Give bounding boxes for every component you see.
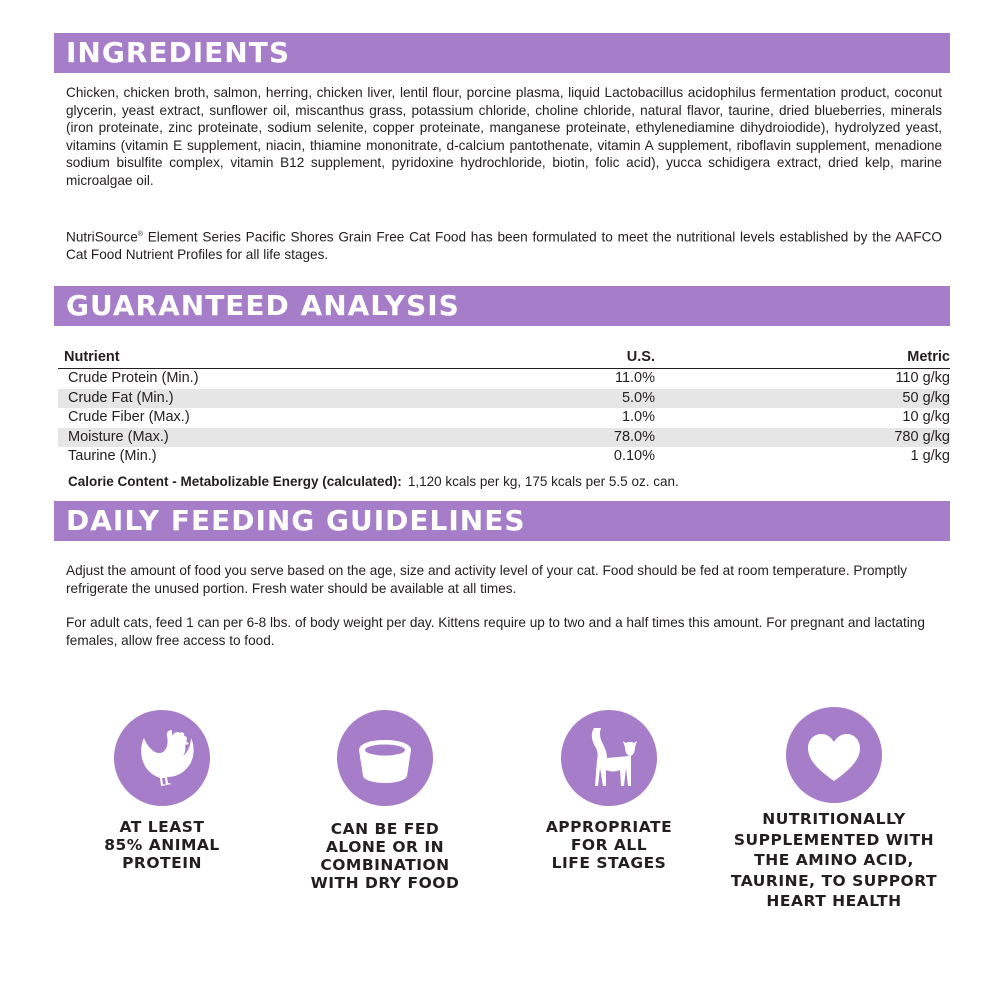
feature-label: APPROPRIATE FOR ALL LIFE STAGES: [545, 818, 673, 872]
bowl-icon: [337, 710, 433, 806]
nutrient-cell: Crude Fiber (Max.): [68, 409, 190, 425]
feature-label: AT LEAST 85% ANIMAL PROTEIN: [104, 818, 220, 872]
us-cell: 5.0%: [621, 389, 655, 406]
ingredients-header: INGREDIENTS: [54, 33, 950, 73]
feature-label: CAN BE FED ALONE OR IN COMBINATION WITH DRY FOOD: [310, 820, 460, 892]
us-cell: 11.0%: [614, 370, 655, 386]
us-cell: 1.0%: [621, 409, 655, 425]
nutrient-cell: Crude Fat (Min.): [68, 389, 174, 406]
feature-label: NUTRITIONALLY SUPPLEMENTED WITH THE AMINO ACID, TAURINE, TO SUPPORT HEART HEALTH: [730, 810, 938, 910]
table-row: [58, 408, 950, 428]
brand-name: NutriSource: [66, 229, 138, 245]
statement-text: Element Series Pacific Shores Grain Free Cat Food has been formulated to meet the nutritional levels established by the AAFCO Cat Food Nutrient Profiles for all life stages.: [66, 229, 942, 263]
table-row: [58, 369, 950, 389]
feature-life-stages: [512, 710, 706, 872]
calorie-value: 1,120 kcals per kg, 175 kcals per 5.5 oz. can.: [407, 474, 679, 489]
metric-cell: 110 g/kg: [895, 370, 950, 386]
feature-combination-feeding: [290, 710, 480, 892]
nutrient-cell: Taurine (Min.): [68, 448, 157, 464]
analysis-table: [58, 346, 950, 467]
header-metric: Metric: [907, 349, 950, 365]
analysis-header: GUARANTEED ANALYSIS: [54, 286, 950, 326]
feeding-paragraph-2: For adult cats, feed 1 can per 6-8 lbs. of body weight per day. Kittens require up to two and a half times this amount. For pregnant and lactating females, allow free access to food.: [66, 615, 925, 648]
us-cell: 0.10%: [613, 448, 655, 464]
calorie-content: [68, 474, 679, 489]
feature-heart-health: [714, 707, 954, 912]
header-nutrient: Nutrient: [64, 349, 120, 365]
nutrient-cell: Crude Protein (Min.): [68, 370, 199, 386]
cat-icon: [561, 710, 657, 806]
feature-animal-protein: [62, 710, 262, 872]
heart-icon: [786, 707, 882, 803]
metric-cell: 780 g/kg: [894, 428, 950, 445]
us-cell: 78.0%: [613, 428, 655, 445]
metric-cell: 50 g/kg: [902, 389, 950, 406]
registered-mark: ®: [137, 231, 143, 238]
table-row: [58, 428, 950, 448]
chicken-icon: [114, 710, 210, 806]
header-us: U.S.: [626, 349, 655, 365]
ingredients-text: Chicken, chicken broth, salmon, herring, chicken liver, lentil flour, porcine plasma, liquid Lactobacillus acidophilus fermentation product, coconut glycerin, yeast extract, sunflower oil, miscanthus grass, potassium chloride, choline chloride, natural flavor, taurine, dried blueberries, minerals (iron proteinate, zinc proteinate, sodium selenite, copper proteinate, manganese proteinate, ethylenediamine dihydroiodide), hydrolyzed yeast, vitamins (vitamin E supplement, niacin, thiamine mononitrate, d-calcium pantothenate, vitamin A supplement, riboflavin supplement, menadione sodium bisulfite complex, vitamin B12 supplement, pyridoxine hydrochloride, biotin, folic acid), yucca schidigera extract, dried kelp, marine microalgae oil.: [66, 85, 942, 188]
metric-cell: 10 g/kg: [902, 409, 950, 425]
aafco-statement: [66, 226, 942, 264]
analysis-table-header: [58, 346, 950, 369]
calorie-label: Calorie Content - Metabolizable Energy (calculated):: [68, 474, 402, 489]
feeding-header: DAILY FEEDING GUIDELINES: [54, 501, 950, 541]
table-row: [58, 389, 950, 409]
metric-cell: 1 g/kg: [910, 448, 950, 464]
feeding-paragraph-1: Adjust the amount of food you serve based on the age, size and activity level of your cat. Food should be fed at room temperature. Promptly refrigerate the unused portion. Fresh water should be available at all times.: [66, 563, 908, 596]
nutrient-cell: Moisture (Max.): [68, 428, 169, 445]
table-row: [58, 447, 950, 467]
